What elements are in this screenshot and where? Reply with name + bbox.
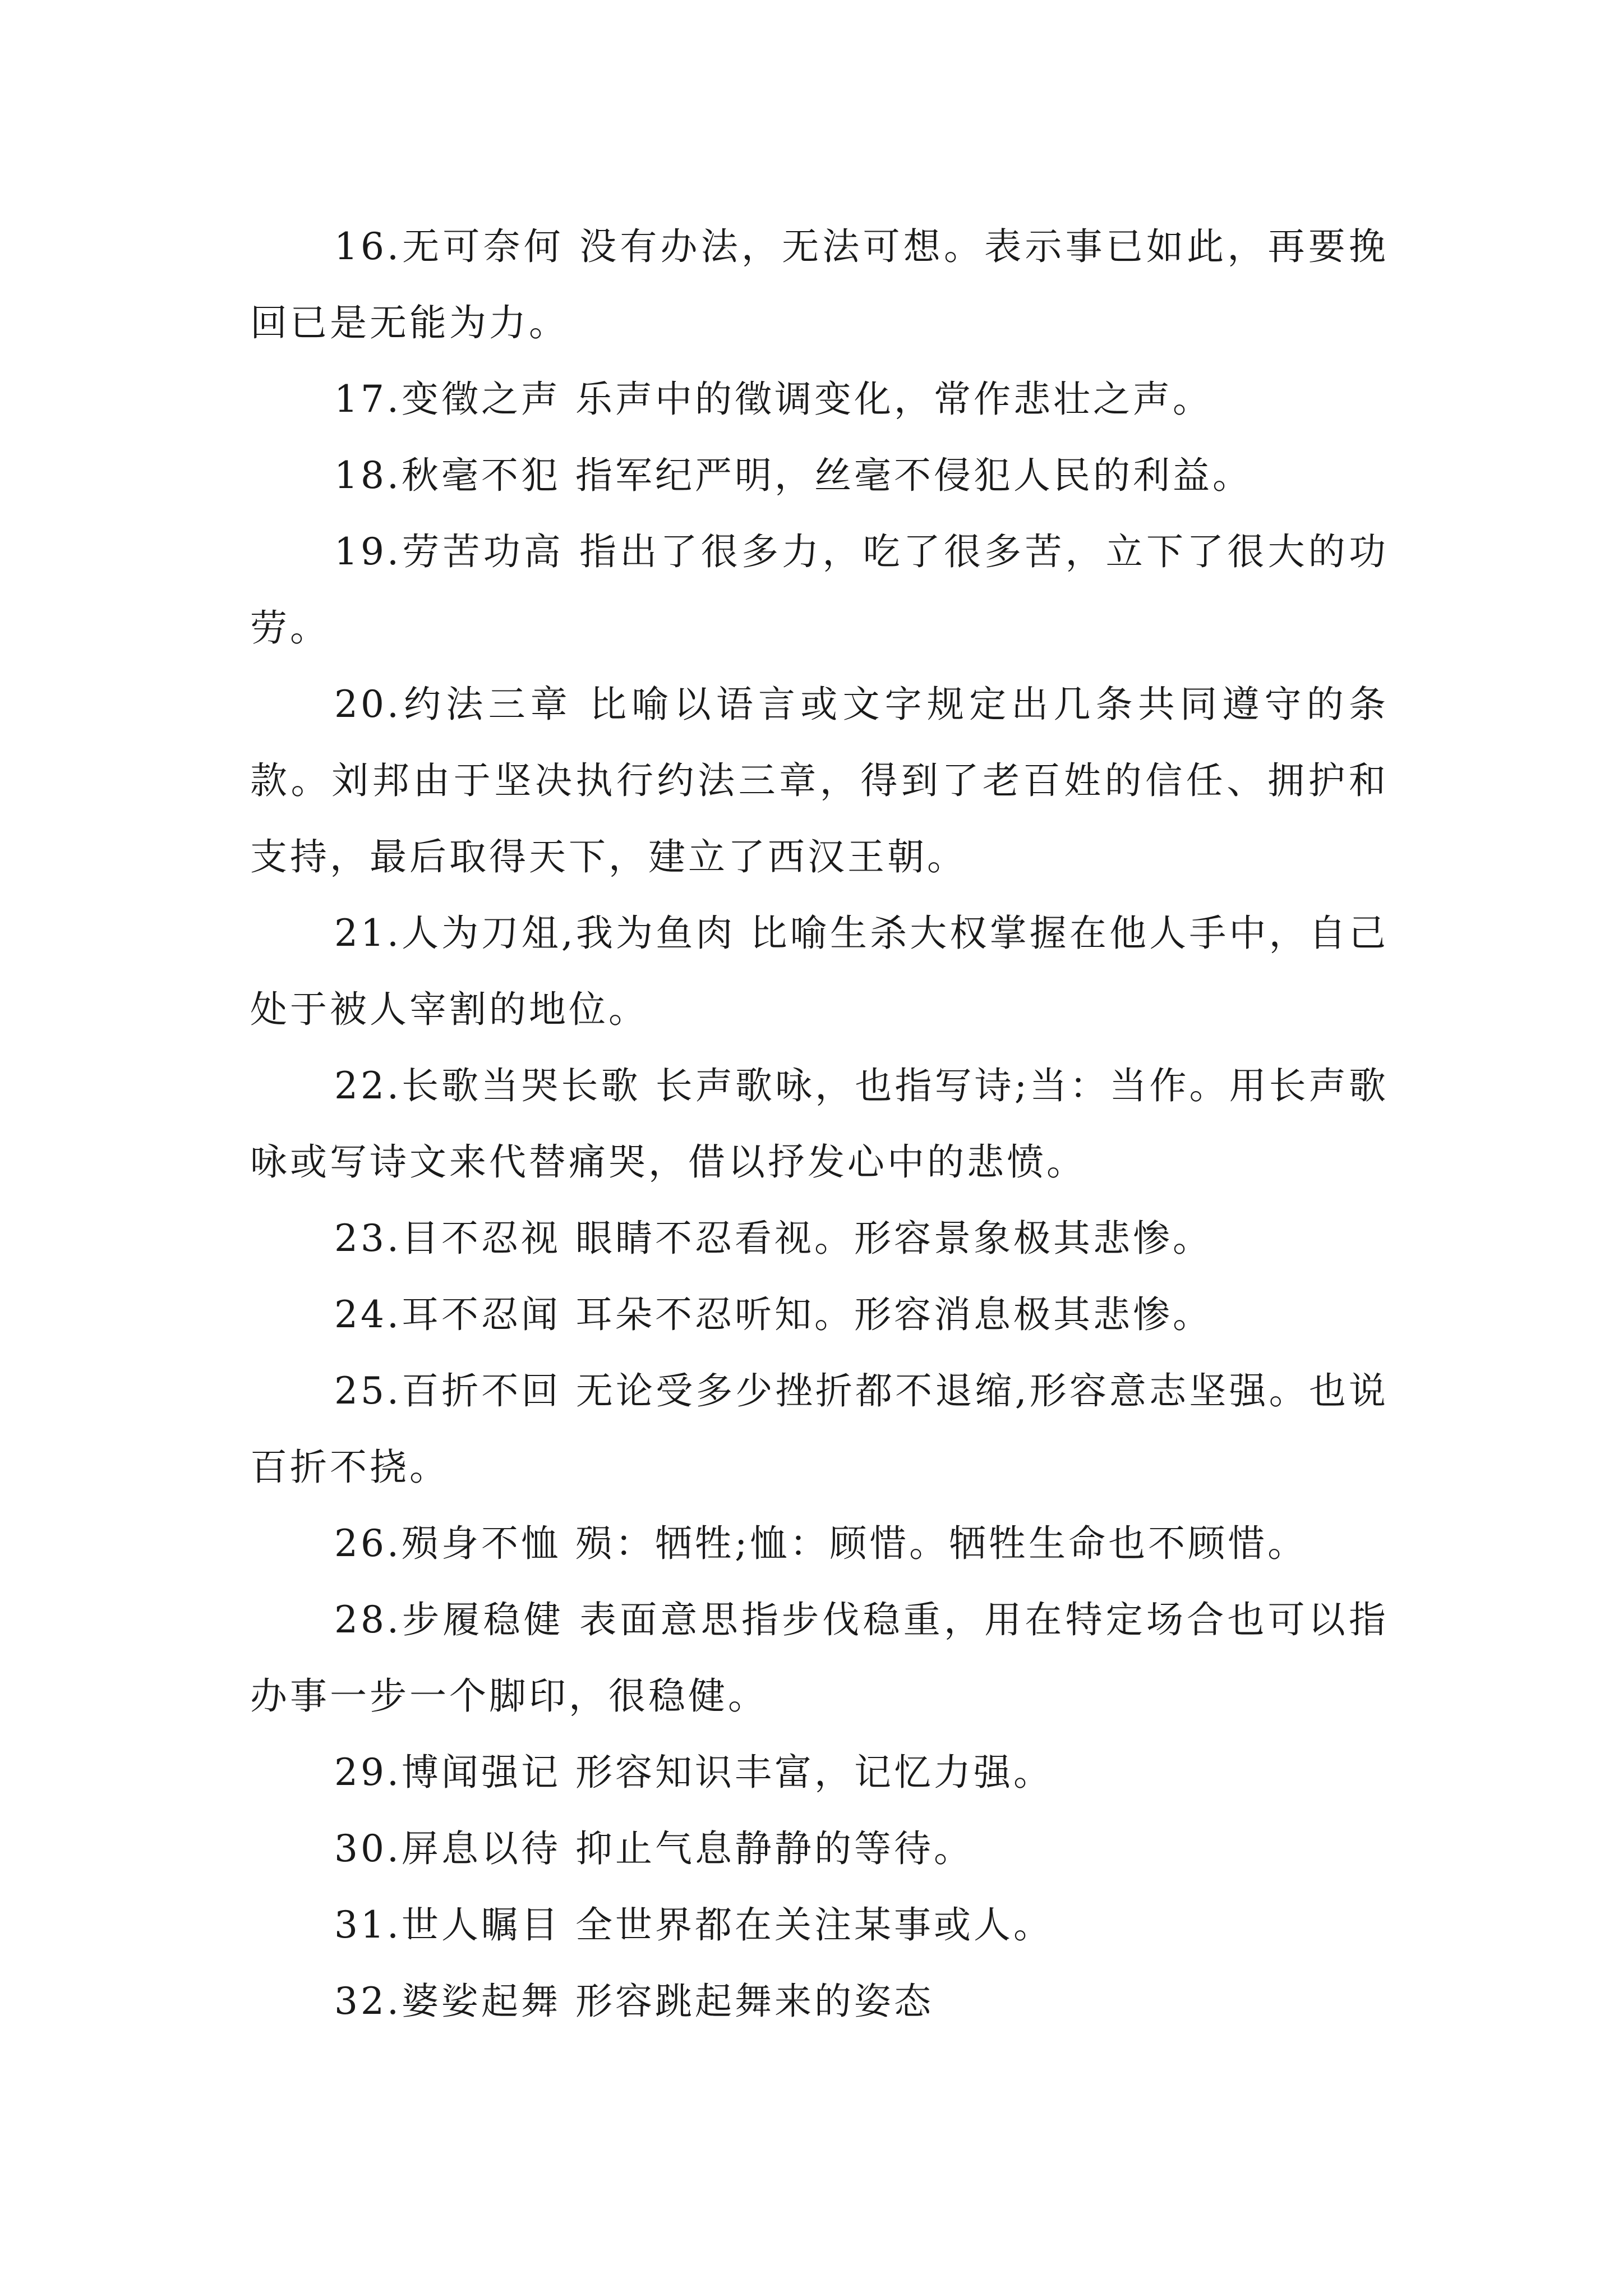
idiom-entry-21: 21.人为刀俎,我为鱼肉 比喻生杀大权掌握在他人手中，自己处于被人宰割的地位。 xyxy=(250,912,1389,1031)
idiom-entry-25: 25.百折不回 无论受多少挫折都不退缩,形容意志坚强。也说百折不挠。 xyxy=(250,1369,1389,1489)
idiom-entry-16: 16.无可奈何 没有办法，无法可想。表示事已如此，再要挽回已是无能为力。 xyxy=(250,225,1389,344)
idiom-entry-22: 22.长歌当哭长歌 长声歌咏，也指写诗;当：当作。用长声歌咏或写诗文来代替痛哭，借以抒发心中的悲愤。 xyxy=(250,1064,1389,1184)
idiom-entry-18: 18.秋毫不犯 指军纪严明，丝毫不侵犯人民的利益。 xyxy=(334,454,1252,497)
idiom-entry-29: 29.博闻强记 形容知识丰富，记忆力强。 xyxy=(334,1751,1053,1794)
idiom-entry-31: 31.世人瞩目 全世界都在关注某事或人。 xyxy=(334,1903,1053,1947)
idiom-entry-23: 23.目不忍视 眼睛不忍看视。形容景象极其悲惨。 xyxy=(334,1217,1212,1260)
idiom-entry-30: 30.屏息以待 抑止气息静静的等待。 xyxy=(334,1827,974,1870)
idiom-entry-28: 28.步履稳健 表面意思指步伐稳重，用在特定场合也可以指办事一步一个脚印，很稳健。 xyxy=(250,1598,1389,1718)
idiom-entry-20: 20.约法三章 比喻以语言或文字规定出几条共同遵守的条款。刘邦由于坚决执行约法三章，得到了老百姓的信任、拥护和支持，最后取得天下，建立了西汉王朝。 xyxy=(250,683,1389,878)
idiom-entry-17: 17.变徵之声 乐声中的徵调变化，常作悲壮之声。 xyxy=(334,378,1212,421)
idiom-entry-24: 24.耳不忍闻 耳朵不忍听知。形容消息极其悲惨。 xyxy=(334,1293,1212,1336)
idiom-entry-19: 19.劳苦功高 指出了很多力，吃了很多苦，立下了很大的功劳。 xyxy=(250,530,1389,650)
idiom-entry-26: 26.殒身不恤 殒：牺牲;恤：顾惜。牺牲生命也不顾惜。 xyxy=(334,1522,1308,1565)
document-body xyxy=(250,209,1389,2040)
idiom-entry-32: 32.婆娑起舞 形容跳起舞来的姿态 xyxy=(334,1980,934,2023)
